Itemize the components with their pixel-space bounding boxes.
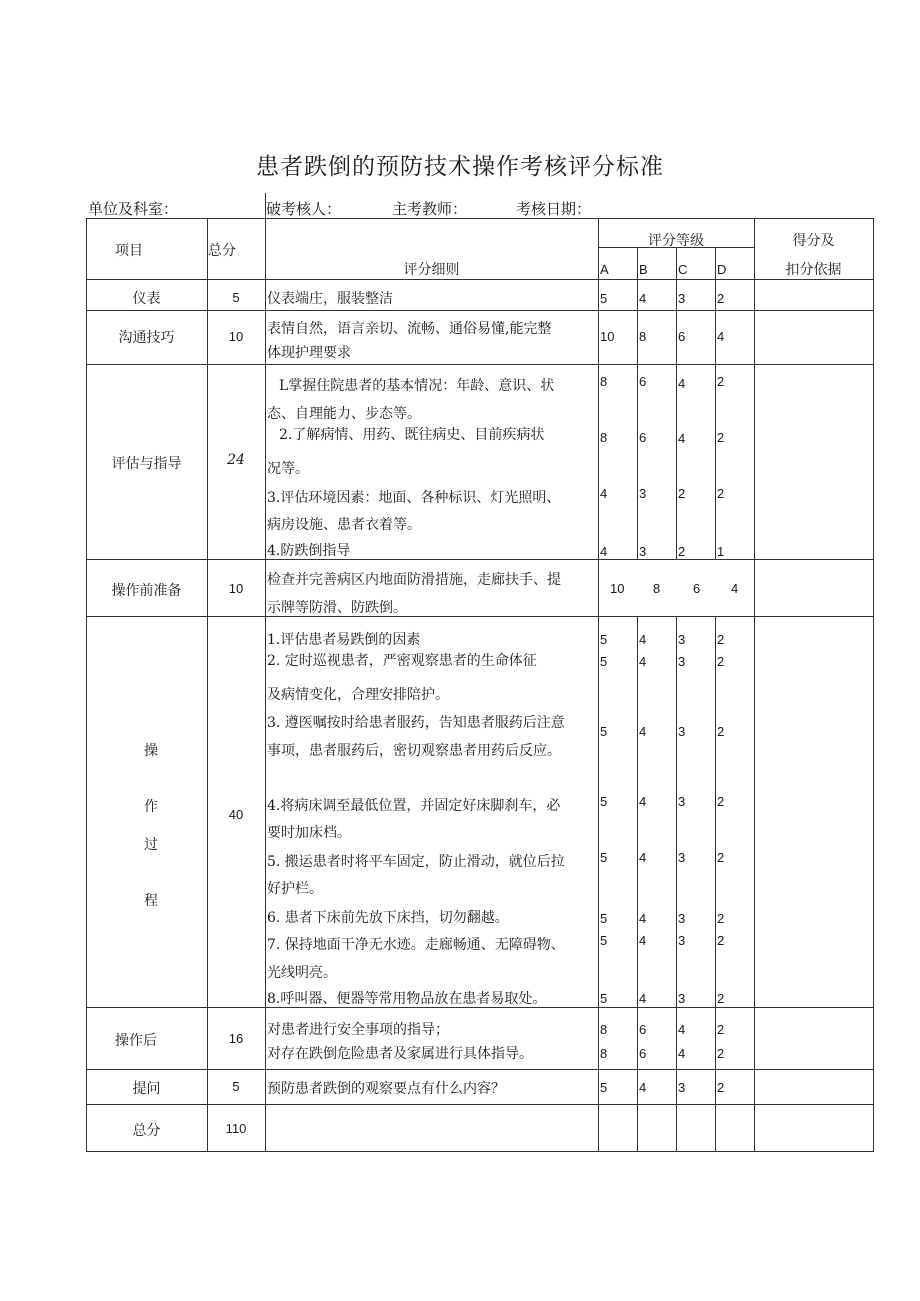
grade-d: 2 <box>717 911 725 926</box>
grade-d: 2 <box>717 794 725 809</box>
grade-b: 4 <box>639 654 647 669</box>
row-guocheng-detail: 光线明亮。 <box>267 965 337 981</box>
grade-c: 3 <box>678 632 686 647</box>
page-title: 患者跌倒的预防技术操作考核评分标准 <box>256 154 664 180</box>
row-guocheng-detail: 6. 患者下床前先放下床挡，切勿翻越。 <box>267 910 509 926</box>
row-qianzhunbei-detail: 检查并完善病区内地面防滑措施，走廊扶手、提 <box>267 572 561 588</box>
grade-d: 2 <box>717 486 725 501</box>
grade-b: 4 <box>639 850 647 865</box>
row-goutong-detail: 表情自然，语言亲切、流畅、通俗易懂,能完整 <box>267 321 552 337</box>
examiner-label: 主考教师： <box>392 200 468 218</box>
row-guocheng-detail: 1.评估患者易跌倒的因素 <box>267 632 421 648</box>
row-qianzhunbei-total: 10 <box>228 581 244 596</box>
row-guocheng-detail: 及病情变化，合理安排陪护。 <box>267 687 449 703</box>
row-qianzhunbei-detail: 示牌等防滑、防跌倒。 <box>267 600 407 616</box>
grade-a: 4 <box>600 486 608 501</box>
row-pinggu-item: 评估与指导 <box>111 456 182 472</box>
grade-d: 1 <box>717 544 725 559</box>
grade-d: 4 <box>731 581 739 596</box>
row-guocheng-detail: 好护栏。 <box>267 881 323 897</box>
header-grade-b: B <box>639 262 648 277</box>
grade-c: 4 <box>678 1046 686 1061</box>
grade-b: 4 <box>639 1080 647 1095</box>
row-tiwen-total: 5 <box>232 1079 240 1094</box>
row-pinggu-detail: 2.了解病情、用药、既往病史、目前疾病状 <box>279 427 545 443</box>
grade-d: 4 <box>717 329 725 344</box>
row-pinggu-detail: L掌握住院患者的基本情况：年龄、意识、状 <box>279 378 555 394</box>
grade-a: 5 <box>600 632 608 647</box>
row-guocheng-detail: 5. 搬运患者时将平车固定，防止滑动，就位后拉 <box>267 854 565 870</box>
header-item: 项目 <box>115 243 143 259</box>
grade-a: 5 <box>600 933 608 948</box>
row-goutong-detail: 体现护理要求 <box>267 345 351 361</box>
grade-c: 2 <box>678 486 686 501</box>
row-tiwen-item: 提问 <box>132 1081 161 1097</box>
row-guocheng-item-char: 过 <box>144 837 158 853</box>
grade-d: 2 <box>717 991 725 1006</box>
grade-d: 2 <box>717 632 725 647</box>
date-label: 考核日期： <box>516 200 592 218</box>
row-pinggu-detail: 态、自理能力、步态等。 <box>267 406 421 422</box>
grade-d: 2 <box>717 1080 725 1095</box>
grade-a: 5 <box>600 654 608 669</box>
row-goutong-total: 10 <box>228 329 244 344</box>
row-pinggu-detail: 3.评估环境因素：地面、各种标识、灯光照明、 <box>267 490 561 506</box>
grade-a: 10 <box>600 329 615 344</box>
grade-a: 8 <box>600 1046 608 1061</box>
grade-c: 6 <box>678 329 686 344</box>
row-zongfen-item: 总分 <box>132 1123 161 1139</box>
grade-d: 2 <box>717 374 725 389</box>
grade-c: 3 <box>678 911 686 926</box>
grade-b: 6 <box>639 430 647 445</box>
header-grade-a: A <box>600 262 609 277</box>
grade-b: 4 <box>639 933 647 948</box>
grade-b: 6 <box>639 374 647 389</box>
row-pinggu-detail: 4.防跌倒指导 <box>267 543 351 559</box>
row-guocheng-item-char: 程 <box>144 893 158 909</box>
grade-b: 4 <box>639 794 647 809</box>
header-score-1: 得分及 <box>792 233 835 249</box>
header-grade-d: D <box>717 262 727 277</box>
row-caozuohou-detail: 对存在跌倒危险患者及家属进行具体指导。 <box>267 1046 533 1062</box>
row-yibiao-item: 仪表 <box>132 291 161 307</box>
grade-a: 8 <box>600 374 608 389</box>
grade-b: 4 <box>639 724 647 739</box>
grade-a: 5 <box>600 1080 608 1095</box>
grade-d: 2 <box>717 1022 725 1037</box>
grade-c: 4 <box>678 1022 686 1037</box>
grade-c: 3 <box>678 850 686 865</box>
grade-b: 6 <box>639 1022 647 1037</box>
grade-c: 6 <box>693 581 701 596</box>
grade-d: 2 <box>717 724 725 739</box>
grade-b: 3 <box>639 544 647 559</box>
grade-d: 2 <box>717 1046 725 1061</box>
grade-b: 4 <box>639 291 647 306</box>
grade-b: 8 <box>639 329 647 344</box>
grade-c: 3 <box>678 933 686 948</box>
grade-b: 4 <box>639 632 647 647</box>
grade-a: 5 <box>600 724 608 739</box>
grade-a: 5 <box>600 911 608 926</box>
row-tiwen-detail: 预防患者跌倒的观察要点有什么内容？ <box>267 1081 505 1097</box>
row-zongfen-total: 110 <box>225 1121 247 1136</box>
grade-c: 4 <box>678 376 686 391</box>
row-guocheng-item-char: 操 <box>144 743 158 759</box>
row-guocheng-detail: 4.将病床调至最低位置，并固定好床脚刹车，必 <box>267 798 561 814</box>
row-caozuohou-detail: 对患者进行安全事项的指导； <box>267 1022 449 1038</box>
row-yibiao-total: 5 <box>232 290 240 305</box>
grade-c: 3 <box>678 991 686 1006</box>
grade-d: 2 <box>717 291 725 306</box>
row-caozuohou-item: 操作后 <box>115 1033 157 1049</box>
grade-d: 2 <box>717 850 725 865</box>
grade-b: 8 <box>653 581 661 596</box>
grade-b: 4 <box>639 991 647 1006</box>
row-yibiao-detail: 仪表端庄，服装整洁 <box>267 291 393 307</box>
row-guocheng-detail: 要时加床档。 <box>267 825 351 841</box>
grade-b: 4 <box>639 911 647 926</box>
row-guocheng-total: 40 <box>228 807 244 822</box>
header-detail: 评分细则 <box>403 262 460 278</box>
grade-b: 3 <box>639 486 647 501</box>
examinee-label: 破考核人： <box>266 200 342 218</box>
grade-a: 5 <box>600 850 608 865</box>
header-total: 总分 <box>208 243 236 259</box>
header-grade: 评分等级 <box>648 233 704 249</box>
row-guocheng-detail: 8.呼叫器、便器等常用物品放在患者易取处。 <box>267 991 547 1007</box>
header-score-2: 扣分依据 <box>785 262 842 278</box>
row-pinggu-detail: 病房设施、患者衣着等。 <box>267 517 421 533</box>
grade-c: 3 <box>678 291 686 306</box>
row-guocheng-detail: 3. 遵医嘱按时给患者服药，告知患者服药后注意 <box>267 715 565 731</box>
grade-b: 6 <box>639 1046 647 1061</box>
row-qianzhunbei-item: 操作前准备 <box>111 583 182 599</box>
grade-d: 2 <box>717 654 725 669</box>
grade-c: 3 <box>678 794 686 809</box>
unit-label: 单位及科室： <box>88 200 179 218</box>
row-guocheng-item-char: 作 <box>144 799 158 815</box>
grade-a: 5 <box>600 794 608 809</box>
grade-a: 5 <box>600 991 608 1006</box>
grade-c: 4 <box>678 431 686 446</box>
grade-a: 5 <box>600 291 608 306</box>
grade-c: 2 <box>678 544 686 559</box>
grade-a: 8 <box>600 1022 608 1037</box>
grade-d: 2 <box>717 430 725 445</box>
grade-a: 4 <box>600 544 608 559</box>
row-guocheng-detail: 2. 定时巡视患者，严密观察患者的生命体征 <box>267 653 537 669</box>
row-goutong-item: 沟通技巧 <box>118 330 175 346</box>
header-grade-c: C <box>678 262 688 277</box>
row-pinggu-detail: 况等。 <box>267 461 309 477</box>
grade-d: 2 <box>717 933 725 948</box>
row-caozuohou-total: 16 <box>228 1031 244 1046</box>
grade-c: 3 <box>678 654 686 669</box>
grade-c: 3 <box>678 1080 686 1095</box>
grade-a: 8 <box>600 430 608 445</box>
row-guocheng-detail: 事项，患者服药后，密切观察患者用药后反应。 <box>267 743 561 759</box>
grade-a: 10 <box>610 581 625 596</box>
row-pinggu-total: 24 <box>227 452 245 468</box>
row-guocheng-detail: 7. 保持地面干净无水迹。走廊畅通、无障碍物、 <box>267 937 565 953</box>
grade-c: 3 <box>678 724 686 739</box>
